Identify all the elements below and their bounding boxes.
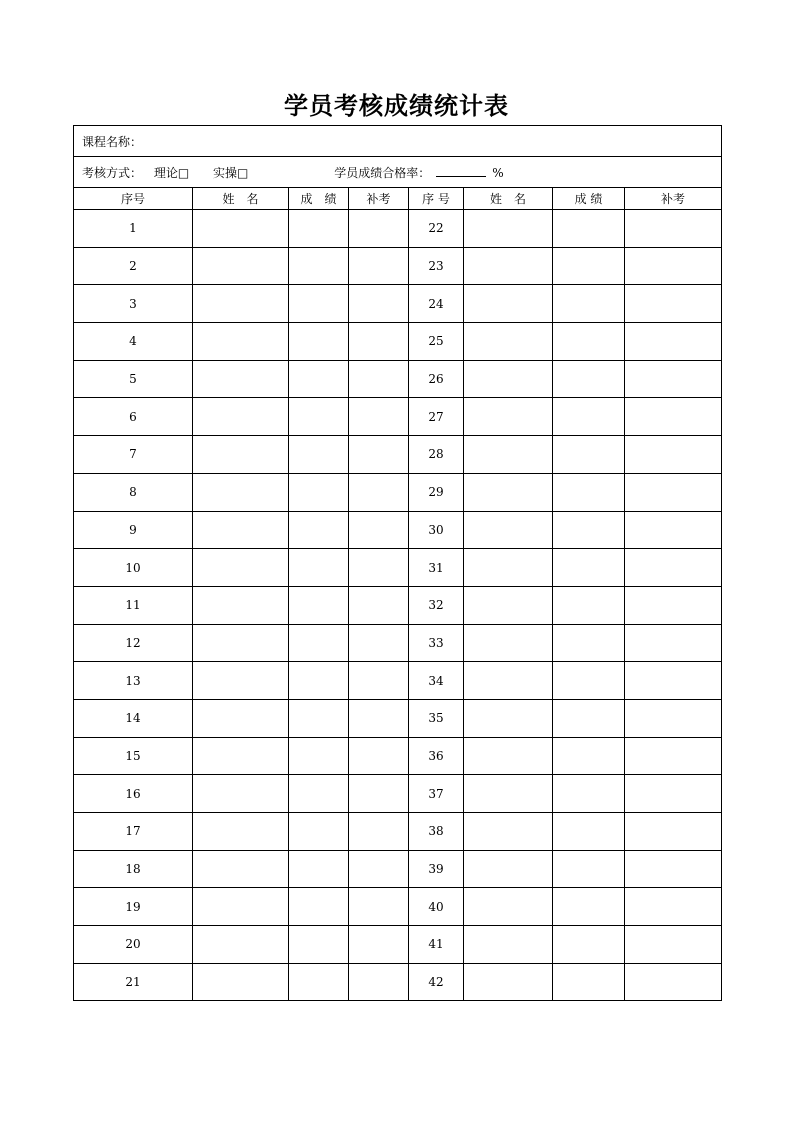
page-title: 学员考核成绩统计表 [284,92,509,120]
makeup-cell[interactable] [349,285,409,323]
score-cell[interactable] [553,285,625,323]
makeup-cell[interactable] [625,662,722,700]
name-cell[interactable] [464,511,553,549]
score-cell[interactable] [289,963,349,1001]
name-cell[interactable] [464,662,553,700]
score-cell[interactable] [553,737,625,775]
makeup-cell[interactable] [625,398,722,436]
table-row [74,398,722,436]
score-cell[interactable] [553,586,625,624]
makeup-cell[interactable] [349,586,409,624]
name-cell[interactable] [193,360,289,398]
score-cell[interactable] [289,323,349,361]
score-cell[interactable] [289,473,349,511]
index-cell: 7 [74,436,193,474]
makeup-cell[interactable] [625,586,722,624]
pass-rate-label: 学员成绩合格率： [334,165,431,180]
table-row [74,775,722,813]
score-cell[interactable] [553,662,625,700]
score-cell[interactable] [553,813,625,851]
table-row [74,285,722,323]
method-label: 考核方式： [82,165,143,180]
makeup-cell[interactable] [349,511,409,549]
makeup-cell[interactable] [349,360,409,398]
makeup-cell[interactable] [349,210,409,248]
name-cell[interactable] [464,888,553,926]
makeup-cell[interactable] [349,699,409,737]
header-score: 成 绩 [289,188,349,210]
makeup-cell[interactable] [625,888,722,926]
makeup-cell[interactable] [625,360,722,398]
course-name-label: 课程名称： [82,134,143,149]
header-index-2: 序 号 [409,188,464,210]
index-cell: 38 [409,813,464,851]
score-cell[interactable] [289,926,349,964]
index-cell: 29 [409,473,464,511]
header-row [74,188,722,210]
table-row [74,323,722,361]
score-cell[interactable] [289,360,349,398]
index-cell: 23 [409,247,464,285]
index-cell: 32 [409,586,464,624]
score-cell[interactable] [553,926,625,964]
index-cell: 12 [74,624,193,662]
table-row [74,210,722,248]
name-cell[interactable] [464,624,553,662]
index-cell: 9 [74,511,193,549]
score-cell[interactable] [289,210,349,248]
name-cell[interactable] [193,737,289,775]
name-cell[interactable] [193,398,289,436]
pass-rate-field[interactable] [436,166,486,177]
name-cell[interactable] [193,963,289,1001]
index-cell: 21 [74,963,193,1001]
table-row [74,699,722,737]
name-cell[interactable] [464,737,553,775]
score-cell[interactable] [289,888,349,926]
name-cell[interactable] [193,473,289,511]
index-cell: 18 [74,850,193,888]
score-cell[interactable] [553,473,625,511]
makeup-cell[interactable] [625,436,722,474]
score-cell[interactable] [289,662,349,700]
score-cell[interactable] [553,549,625,587]
table-row [74,624,722,662]
name-cell[interactable] [193,850,289,888]
score-cell[interactable] [553,398,625,436]
table-row [74,247,722,285]
makeup-cell[interactable] [349,813,409,851]
score-cell[interactable] [289,511,349,549]
score-cell[interactable] [289,586,349,624]
score-cell[interactable] [553,850,625,888]
table-row [74,926,722,964]
score-cell[interactable] [553,323,625,361]
index-cell: 28 [409,436,464,474]
index-cell: 39 [409,850,464,888]
makeup-cell[interactable] [349,436,409,474]
table-row [74,549,722,587]
index-cell: 10 [74,549,193,587]
name-cell[interactable] [464,699,553,737]
score-table [73,125,722,1001]
name-cell[interactable] [193,549,289,587]
name-cell[interactable] [193,285,289,323]
course-row [74,126,722,157]
name-cell[interactable] [464,210,553,248]
makeup-cell[interactable] [349,737,409,775]
header-score-2: 成 绩 [553,188,625,210]
makeup-cell[interactable] [625,323,722,361]
makeup-cell[interactable] [625,699,722,737]
name-cell[interactable] [193,926,289,964]
makeup-cell[interactable] [349,549,409,587]
table-row [74,963,722,1001]
pass-rate-unit: % [492,165,504,180]
score-cell[interactable] [289,285,349,323]
score-cell[interactable] [289,436,349,474]
score-cell[interactable] [289,624,349,662]
makeup-cell[interactable] [625,813,722,851]
makeup-cell[interactable] [625,926,722,964]
index-cell: 25 [409,323,464,361]
makeup-cell[interactable] [625,473,722,511]
makeup-cell[interactable] [349,850,409,888]
header-index: 序号 [74,188,193,210]
index-cell: 13 [74,662,193,700]
name-cell[interactable] [464,813,553,851]
name-cell[interactable] [464,549,553,587]
table-row [74,813,722,851]
makeup-cell[interactable] [349,624,409,662]
course-name-field[interactable] [74,126,722,157]
table-row [74,888,722,926]
score-cell[interactable] [553,775,625,813]
index-cell: 5 [74,360,193,398]
makeup-cell[interactable] [625,549,722,587]
score-cell[interactable] [553,511,625,549]
index-cell: 20 [74,926,193,964]
score-cell[interactable] [289,737,349,775]
makeup-cell[interactable] [625,737,722,775]
table-row [74,586,722,624]
name-cell[interactable] [464,963,553,1001]
score-cell[interactable] [553,888,625,926]
index-cell: 22 [409,210,464,248]
header-name-2: 姓 名 [464,188,553,210]
score-cell[interactable] [289,850,349,888]
index-cell: 34 [409,662,464,700]
name-cell[interactable] [193,436,289,474]
makeup-cell[interactable] [349,473,409,511]
makeup-cell[interactable] [349,926,409,964]
makeup-cell[interactable] [625,775,722,813]
index-cell: 19 [74,888,193,926]
index-cell: 6 [74,398,193,436]
name-cell[interactable] [193,699,289,737]
name-cell[interactable] [193,624,289,662]
table-row [74,737,722,775]
header-makeup-2: 补考 [625,188,722,210]
makeup-cell[interactable] [625,247,722,285]
index-cell: 14 [74,699,193,737]
table-row [74,360,722,398]
table-row [74,662,722,700]
makeup-cell[interactable] [625,285,722,323]
makeup-cell[interactable] [349,662,409,700]
index-cell: 33 [409,624,464,662]
option-theory[interactable]: 理论□ [153,165,190,180]
score-cell[interactable] [289,775,349,813]
name-cell[interactable] [464,360,553,398]
makeup-cell[interactable] [349,963,409,1001]
index-cell: 11 [74,586,193,624]
makeup-cell[interactable] [349,888,409,926]
makeup-cell[interactable] [349,247,409,285]
score-cell[interactable] [553,210,625,248]
makeup-cell[interactable] [349,398,409,436]
name-cell[interactable] [464,285,553,323]
score-cell[interactable] [289,549,349,587]
method-row [74,157,722,188]
index-cell: 17 [74,813,193,851]
makeup-cell[interactable] [625,963,722,1001]
score-cell[interactable] [553,360,625,398]
name-cell[interactable] [193,662,289,700]
name-cell[interactable] [464,436,553,474]
table-row [74,850,722,888]
index-cell: 24 [409,285,464,323]
score-cell[interactable] [553,624,625,662]
name-cell[interactable] [193,775,289,813]
name-cell[interactable] [464,926,553,964]
name-cell[interactable] [193,888,289,926]
score-cell[interactable] [553,963,625,1001]
name-cell[interactable] [193,323,289,361]
index-cell: 41 [409,926,464,964]
name-cell[interactable] [464,586,553,624]
table-row [74,473,722,511]
index-cell: 4 [74,323,193,361]
table-row [74,436,722,474]
option-practical[interactable]: 实操□ [213,165,249,180]
name-cell[interactable] [193,813,289,851]
name-cell[interactable] [193,210,289,248]
header-makeup: 补考 [349,188,409,210]
index-cell: 3 [74,285,193,323]
score-cell[interactable] [553,436,625,474]
index-cell: 2 [74,247,193,285]
index-cell: 27 [409,398,464,436]
index-cell: 36 [409,737,464,775]
index-cell: 31 [409,549,464,587]
score-cell[interactable] [289,813,349,851]
index-cell: 30 [409,511,464,549]
score-cell[interactable] [289,247,349,285]
name-cell[interactable] [464,775,553,813]
index-cell: 15 [74,737,193,775]
name-cell[interactable] [464,398,553,436]
score-cell[interactable] [289,398,349,436]
table-row [74,511,722,549]
index-cell: 40 [409,888,464,926]
makeup-cell[interactable] [349,775,409,813]
name-cell[interactable] [193,247,289,285]
header-name: 姓 名 [193,188,289,210]
name-cell[interactable] [464,850,553,888]
index-cell: 42 [409,963,464,1001]
name-cell[interactable] [464,473,553,511]
name-cell[interactable] [464,323,553,361]
index-cell: 26 [409,360,464,398]
name-cell[interactable] [193,586,289,624]
index-cell: 37 [409,775,464,813]
index-cell: 16 [74,775,193,813]
index-cell: 35 [409,699,464,737]
makeup-cell[interactable] [625,850,722,888]
makeup-cell[interactable] [625,210,722,248]
makeup-cell[interactable] [625,511,722,549]
score-cell[interactable] [553,247,625,285]
score-cell[interactable] [553,699,625,737]
name-cell[interactable] [464,247,553,285]
index-cell: 8 [74,473,193,511]
score-cell[interactable] [289,699,349,737]
name-cell[interactable] [193,511,289,549]
makeup-cell[interactable] [625,624,722,662]
makeup-cell[interactable] [349,323,409,361]
index-cell: 1 [74,210,193,248]
